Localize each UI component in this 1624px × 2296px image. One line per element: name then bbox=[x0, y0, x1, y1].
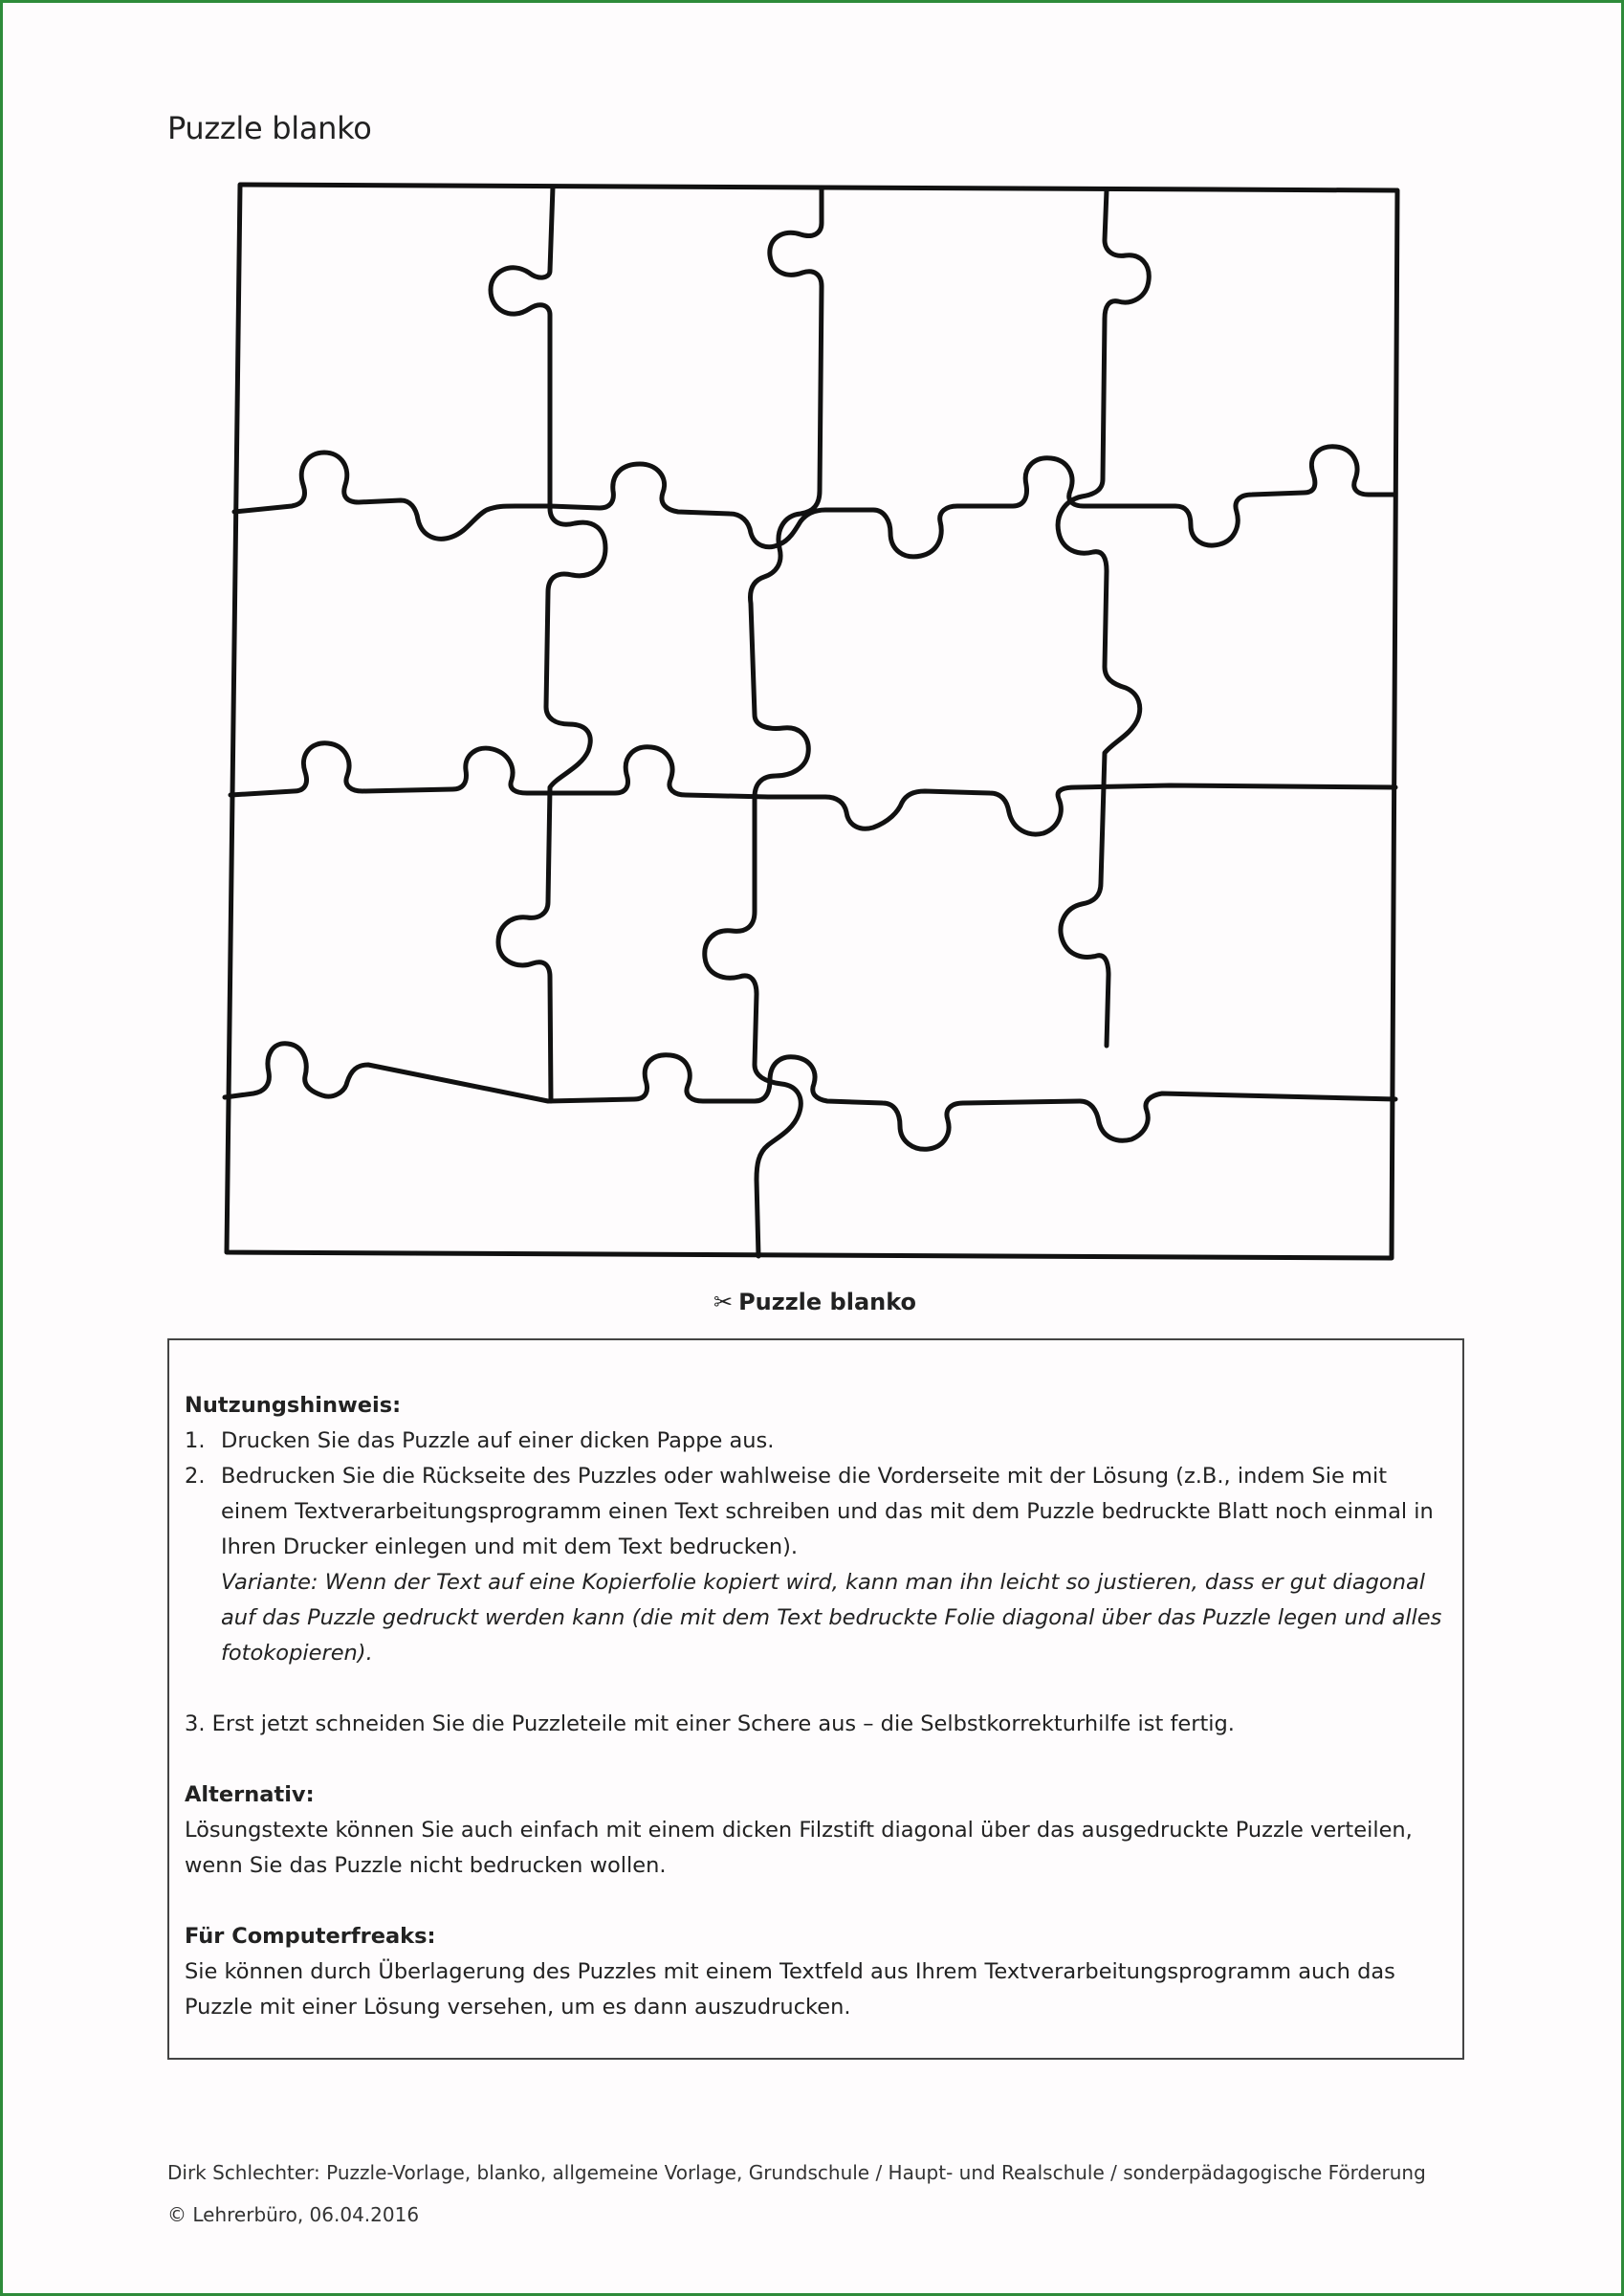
footer-copyright-line: © Lehrerbüro, 06.04.2016 bbox=[167, 2203, 420, 2226]
step-text: Bedrucken Sie die Rückseite des Puzzles oder wahlweise die Vorderseite mit der Lösung (z.B., indem Sie mit einem Textverarbeitungsprogramm einen Text schreiben und das mit dem Puzzle bedruckte Blatt noch einmal in Ihren Drucker einlegen und mit dem Text bedrucken). bbox=[221, 1464, 1434, 1559]
puzzle-cut-vertical-1 bbox=[491, 187, 605, 1101]
puzzle-cut-horizontal-3 bbox=[225, 1044, 1395, 1149]
computerfreaks-text: Sie können durch Überlagerung des Puzzles mit einem Textfeld aus Ihrem Textverarbeitungsprogramm auch das Puzzle mit einer Lösung versehen, um es dann auszudrucken. bbox=[185, 1959, 1395, 2020]
step-text: Drucken Sie das Puzzle auf einer dicken Pappe aus. bbox=[221, 1428, 775, 1453]
page-footer bbox=[167, 2152, 1426, 2236]
alternative-text: Lösungstexte können Sie auch einfach mit einem dicken Filzstift diagonal über das ausgedruckte Puzzle verteilen, wenn Sie das Puzzle nicht bedrucken wollen. bbox=[185, 1818, 1413, 1878]
page-title: Puzzle blanko bbox=[167, 110, 372, 146]
list-item bbox=[185, 1424, 1449, 1459]
scissors-icon: ✂ bbox=[713, 1289, 734, 1315]
puzzle-cut-vertical-3 bbox=[1058, 190, 1149, 1046]
list-item bbox=[185, 1459, 1449, 1565]
computerfreaks-heading: Für Computerfreaks: bbox=[185, 1924, 436, 1949]
puzzle-caption bbox=[3, 1289, 1624, 1315]
variant-note: Variante: Wenn der Text auf eine Kopierfolie kopiert wird, kann man ihn leicht so justieren, dass er gut diagonal auf das Puzzle gedruckt werden kann (die mit dem Text bedruckte Folie diagonal über das Puzzle legen und alles fotokopieren). bbox=[221, 1570, 1442, 1666]
alternative-heading: Alternativ: bbox=[185, 1782, 315, 1807]
usage-heading: Nutzungshinweis: bbox=[185, 1393, 402, 1418]
step-3-text: 3. Erst jetzt schneiden Sie die Puzzleteile mit einer Schere aus – die Selbstkorrekturhilfe ist fertig. bbox=[185, 1711, 1235, 1736]
blank-puzzle-figure bbox=[213, 166, 1409, 1275]
caption-text: Puzzle blanko bbox=[738, 1289, 917, 1315]
footer-author-line: Dirk Schlechter: Puzzle-Vorlage, blanko, allgemeine Vorlage, Grundschule / Haupt- und Realschule / sonderpädagogische Förderung bbox=[167, 2161, 1426, 2184]
usage-notes-box bbox=[167, 1338, 1464, 2060]
step-number: 1. bbox=[185, 1428, 206, 1453]
puzzle-cut-horizontal-2 bbox=[230, 743, 1395, 834]
step-number: 2. bbox=[185, 1464, 206, 1489]
puzzle-cut-horizontal-1 bbox=[234, 447, 1395, 557]
usage-steps-list bbox=[185, 1424, 1449, 1565]
